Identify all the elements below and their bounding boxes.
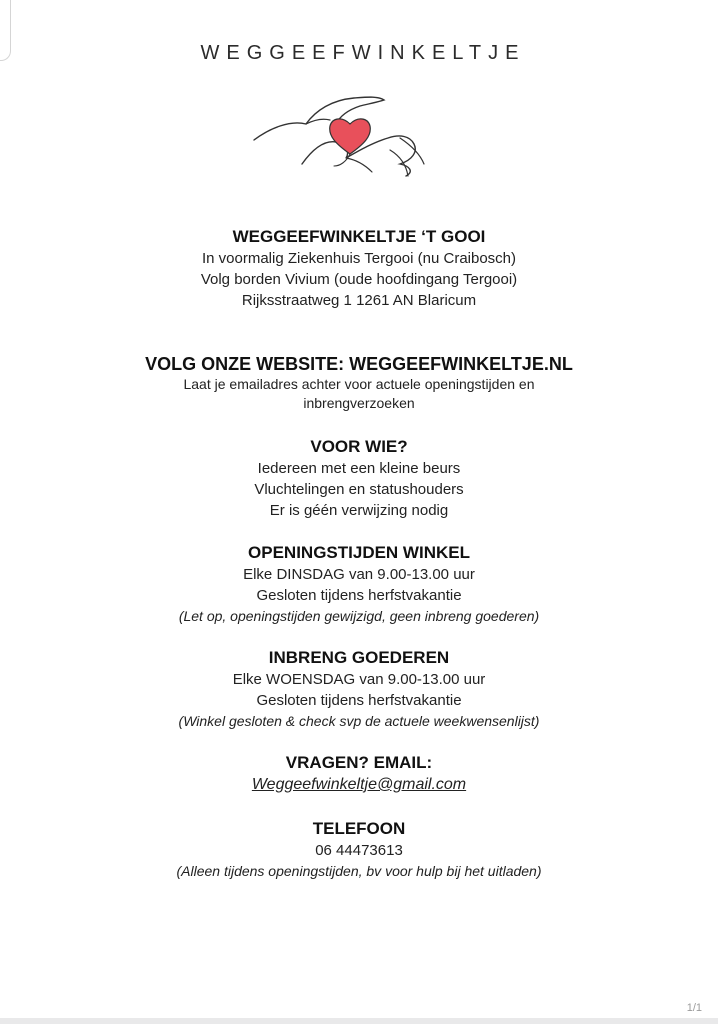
intake-line: Elke WOENSDAG van 9.00-13.00 uur bbox=[232, 671, 486, 688]
phone-note: (Alleen tijdens openingstijden, bv voor hulp bij het uitladen) bbox=[176, 863, 542, 879]
website-line: Laat je emailadres achter voor actuele openingstijden en bbox=[183, 376, 535, 392]
opening-hours-note: (Let op, openingstijden gewijzigd, geen inbreng goederen) bbox=[178, 608, 540, 624]
opening-hours-title: OPENINGSTIJDEN WINKEL bbox=[248, 543, 470, 562]
phone-title: TELEFOON bbox=[312, 819, 406, 838]
address-title: WEGGEEFWINKELTJE ‘T GOOI bbox=[232, 227, 486, 246]
email-link[interactable]: Weggeefwinkeltje@gmail.com bbox=[251, 776, 467, 793]
intake-note: (Winkel gesloten & check svp de actuele weekwensenlijst) bbox=[178, 713, 540, 729]
email-section bbox=[0, 752, 718, 796]
address-line: Volg borden Vivium (oude hoofdingang Tergooi) bbox=[200, 271, 518, 288]
for-whom-line: Er is géén verwijzing nodig bbox=[269, 502, 449, 519]
website-section bbox=[0, 353, 718, 413]
opening-hours-line: Elke DINSDAG van 9.00-13.00 uur bbox=[243, 566, 475, 583]
brand-title: WEGGEEFWINKELTJE bbox=[200, 42, 526, 64]
intake-title: INBRENG GOEDEREN bbox=[268, 648, 450, 667]
opening-hours-line: Gesloten tijdens herfstvakantie bbox=[256, 587, 462, 604]
intake-section bbox=[0, 647, 718, 731]
address-line: Rijksstraatweg 1 1261 AN Blaricum bbox=[241, 292, 477, 309]
intake-line: Gesloten tijdens herfstvakantie bbox=[256, 692, 462, 709]
for-whom-section bbox=[0, 436, 718, 521]
for-whom-line: Vluchtelingen en statushouders bbox=[254, 481, 464, 498]
website-line: inbrengverzoeken bbox=[303, 395, 415, 411]
hands-heart-logo-icon bbox=[250, 80, 450, 190]
for-whom-title: VOOR WIE? bbox=[310, 437, 408, 456]
opening-hours-section bbox=[0, 542, 718, 626]
page-indicator: 1/1 bbox=[686, 1002, 702, 1014]
phone-section bbox=[0, 818, 718, 881]
email-title: VRAGEN? EMAIL: bbox=[285, 753, 433, 772]
address-section bbox=[0, 226, 718, 311]
for-whom-line: Iedereen met een kleine beurs bbox=[257, 460, 461, 477]
phone-number: 06 44473613 bbox=[315, 842, 403, 859]
address-line: In voormalig Ziekenhuis Tergooi (nu Craibosch) bbox=[201, 250, 517, 267]
website-title: VOLG ONZE WEBSITE: WEGGEEFWINKELTJE.NL bbox=[145, 354, 573, 374]
